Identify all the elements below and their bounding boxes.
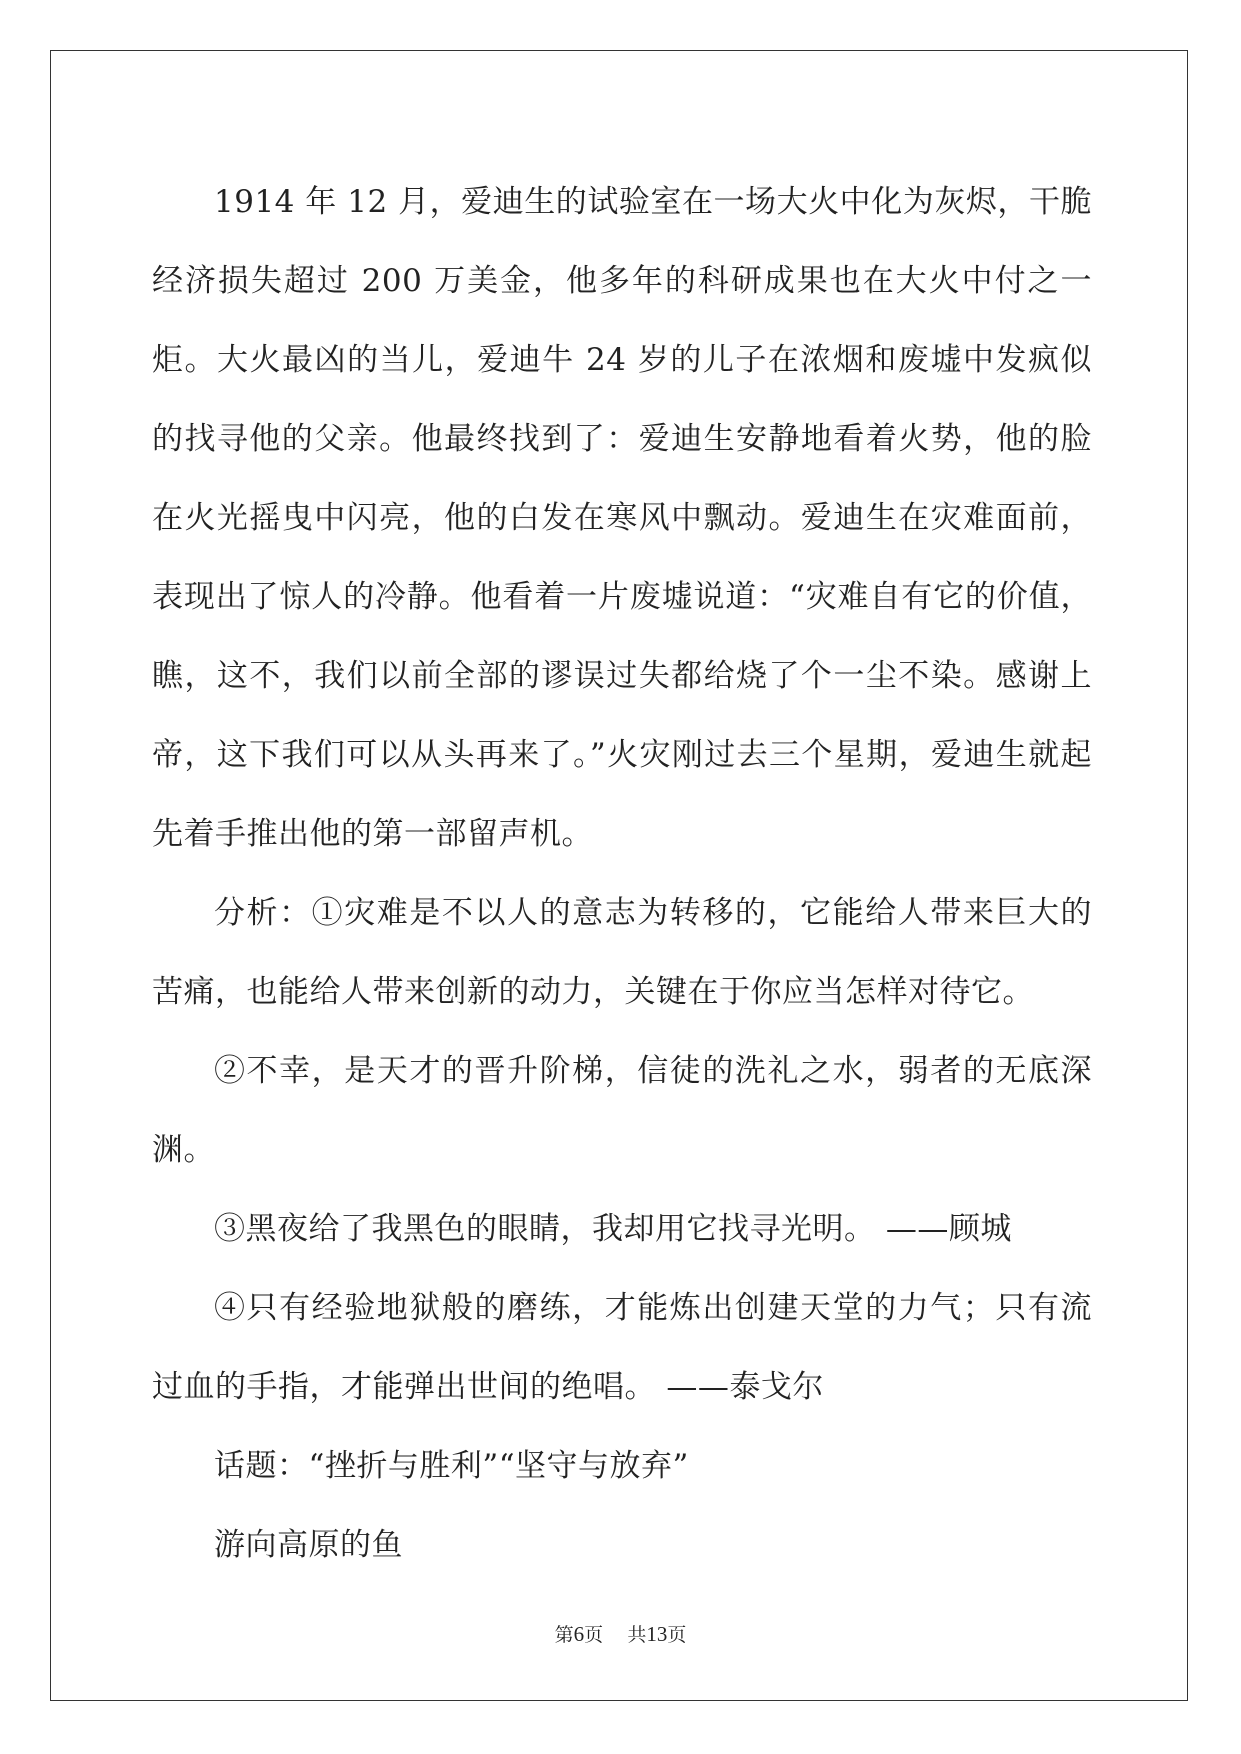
paragraph-quote-tagore: ④只有经验地狱般的磨练，才能炼出创建天堂的力气；只有流过血的手指，才能弹出世间的绝唱。 ——泰戈尔 (152, 1290, 1092, 1405)
paragraph-next-title: 游向高原的鱼 (214, 1527, 403, 1563)
total-suffix: 页 (667, 1624, 687, 1646)
page-footer (0, 1620, 1241, 1647)
page-suffix: 页 (584, 1624, 604, 1646)
paragraph-analysis-2: ②不幸，是天才的晋升阶梯，信徒的洗礼之水，弱者的无底深渊。 (152, 1053, 1092, 1168)
page-prefix: 第 (554, 1624, 574, 1646)
paragraph-analysis-1: 分析：①灾难是不以人的意志为转移的，它能给人带来巨大的苦痛，也能给人带来创新的动力，关键在于你应当怎样对待它。 (152, 895, 1092, 1010)
paragraph-edison-story: 1914 年 12 月，爱迪生的试验室在一场大火中化为灰烬，干脆经济损失超过 200 万美金，他多年的科研成果也在大火中付之一炬。大火最凶的当儿，爱迪牛 24 岁的儿子在浓烟和废墟中发疯似的找寻他的父亲。他最终找到了：爱迪生安静地看着火势，他的脸在火光摇曳中闪亮，他的白发在寒风中飘动。爱迪生在灾难面前，表现出了惊人的冷静。他看着一片废墟说道：“灾难自有它的价值，瞧，这不，我们以前全部的谬误过失都给烧了个一尘不染。感谢上帝，这下我们可以从头再来了。”火灾刚过去三个星期，爱迪生就起先着手推出他的第一部留声机。 (152, 184, 1092, 852)
page-total: 13 (646, 1622, 668, 1646)
paragraph-quote-gu-cheng: ③黑夜给了我黑色的眼睛，我却用它找寻光明。 ——顾城 (214, 1211, 1012, 1247)
document-body (152, 163, 1092, 1585)
paragraph-topic: 话题：“挫折与胜利”“坚守与放弃” (214, 1448, 689, 1484)
total-prefix: 共 (627, 1624, 647, 1646)
page-current: 6 (573, 1622, 585, 1646)
